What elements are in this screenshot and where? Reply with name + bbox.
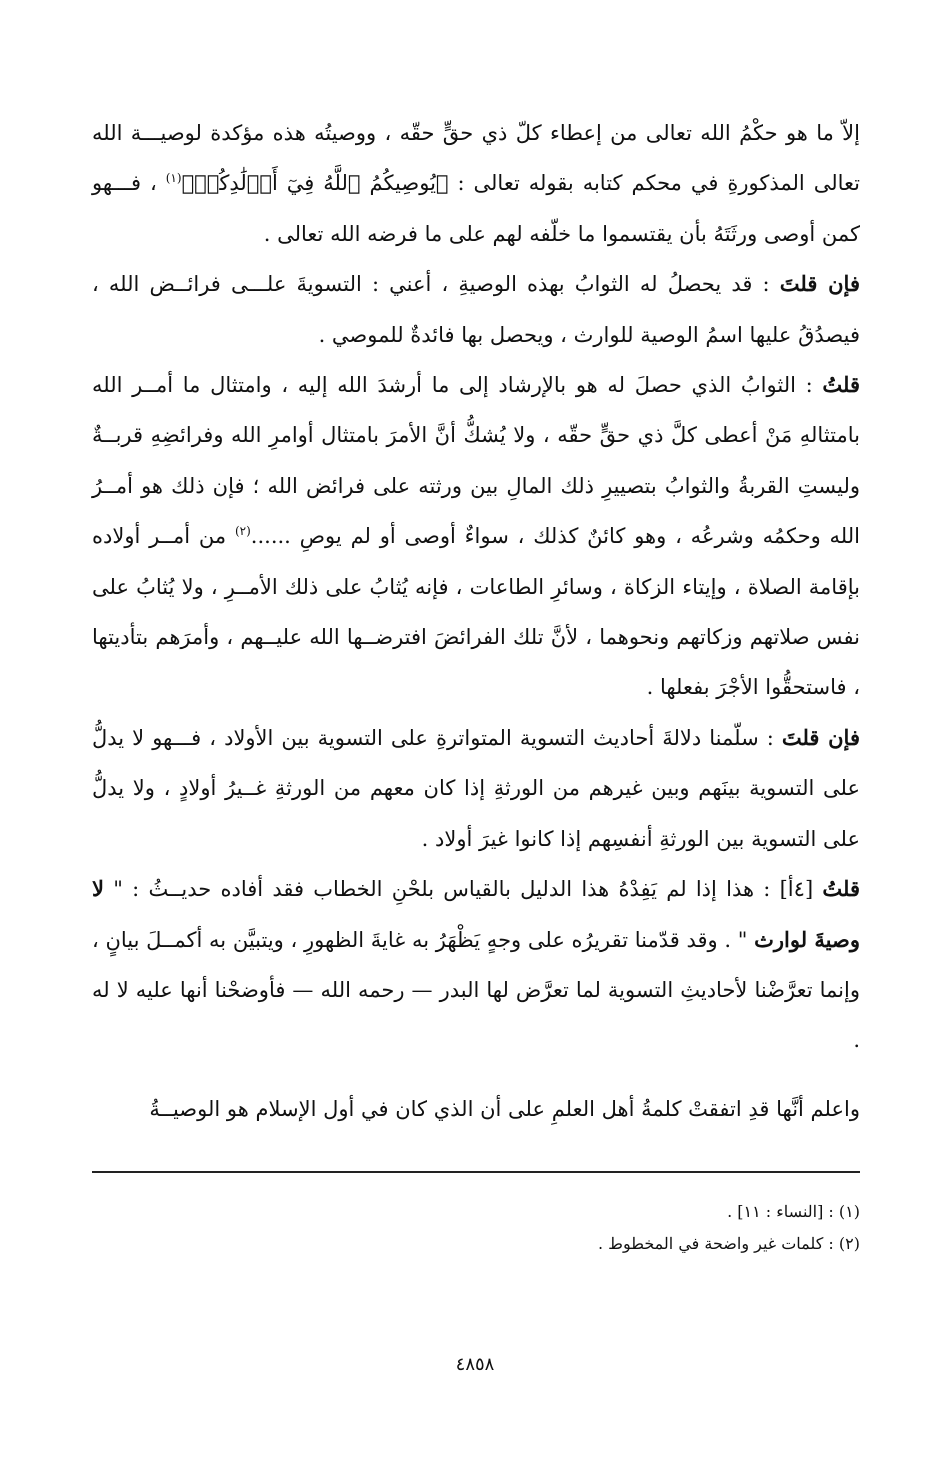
footnotes (92, 1196, 860, 1260)
paragraph-lead: فإن قلتَ (779, 271, 860, 297)
footnote-2: (٢) : كلمات غير واضحة في المخطوط . (597, 1234, 860, 1253)
paragraph-lead: قلتُ (822, 876, 861, 902)
page-number: ٤٨٥٨ (455, 1354, 495, 1375)
footnote-1: (١) : [النساء : ١١] . (727, 1202, 860, 1221)
footnote-ref-2: (٢) (234, 524, 251, 539)
paragraph-1: إلاّ ما هو حكْمُ الله تعالى من إعطاء كلّ ذي حقٍّ حقّه ، ووصيتُه هذه مؤكدة لوصيـــة الله تعالى المذكورةِ في محكم كتابه بقوله تعالى : ﴿يُوصِيكُمُ ٱللَّهُ فِيٓ أَوۡلَٰدِكُمۡ﴾$^{(١)}$ ، فـــهو كمن أوصى ورثَتَهُ بأن يقتسموا ما خلّفه لهم على ما فرضه الله تعالى . (92, 121, 860, 246)
paragraph-4: فإن قلتَ : سلّمنا دلالةَ أحاديث التسوية المتواترةِ على التسوية بين الأولاد ، فـــهو لا يدلُّ على التسوية بينَهم وبين غيرهم من الورثةِ إذا كان معهم من الورثةِ غــيرُ أولادٍ ، ولا يدلُّ على التسوية بين الورثةِ أنفسِهم إذا كانوا غيرَ أولاد . (92, 724, 860, 851)
paragraph-lead: قلتُ (822, 372, 860, 398)
hadith-quote: لا وصيةَ لوارث (92, 876, 860, 952)
paragraph-5: قلتُ [٤أ] : هذا إذا لم يَفِدْهُ هذا الدليل بالقياس بلحْنِ الخطاب فقد أفاده حديــثُ : " لا وصيةَ لوارث " . وقد قدّمنا تقريرُه على وجهٍ يَظْهَرُ به غايةَ الظهورِ ، ويتبيَّن به أكمــلَ بيانٍ ، وإنما تعرَّضْنا لأحاديثِ التسوية لما تعرَّض لها البدر — رحمه الله — فأوضحْنا أنها عليه لا له . (92, 876, 861, 1053)
paragraph-6: واعلم أنَّها قدِ اتفقتْ كلمةُ أهل العلمِ على أن الذي كان في أول الإسلام هو الوصيــةُ (149, 1096, 860, 1121)
main-text (92, 108, 860, 1134)
paragraph-lead: فإن قلتَ (781, 724, 860, 750)
paragraph-3: قلتُ : الثوابُ الذي حصلَ له هو بالإرشاد إلى ما أرشدَ الله إليه ، وامتثال ما أمــر الله بامتثالهِ مَنْ أعطى كلَّ ذي حقٍّ حقّه ، ولا يُشكُّ أنَّ الأمرَ بامتثال أوامرِ الله وفرائضِهِ قربــةٌ وليستِ القربةُ والثوابُ بتصييرِ ذلك المالِ بين ورثته على فرائض الله ؛ فإن ذلك هو أمــرُ الله وحكمُه وشرعُه ، وهو كائنٌ كذلك ، سواءٌ أوصى أو لم يوصِ ......$^{(٢)}$ من أمــر أولاده بإقامة الصلاة ، وإيتاء الزكاة ، وسائرِ الطاعات ، فإنه يُثابُ على ذلك الأمــرِ ، ولا يُثابُ على نفس صلاتهم وزكاتهم ونحوهما ، لأنَّ تلك الفرائضَ افترضــها الله عليــهم ، وأمرَهم بتأديتها ، فاستحقُّوا الأجْرَ بفعلها . (92, 372, 860, 700)
footnote-divider (92, 1171, 860, 1173)
paragraph-2: فإن قلتَ : قد يحصلُ له الثوابُ بهذه الوصيةِ ، أعني : التسويةَ علـــى فرائــض الله ، فيصدُقُ عليها اسمُ الوصية للوارث ، ويحصل بها فائدةٌ للموصي . (92, 271, 860, 347)
footnote-ref-1: (١) (165, 171, 182, 186)
